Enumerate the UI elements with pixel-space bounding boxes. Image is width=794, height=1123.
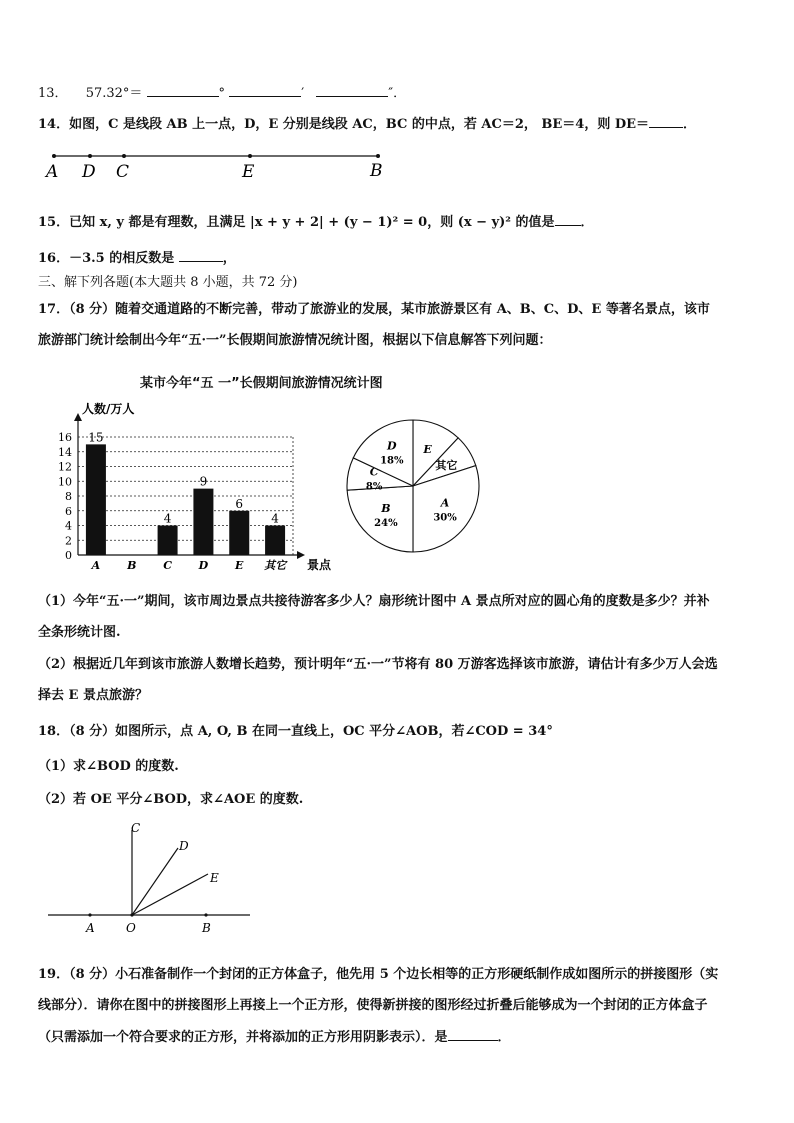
label-b: B: [202, 921, 211, 935]
x-tick-label: B: [127, 559, 137, 572]
point-b-dot: [376, 154, 380, 158]
point-a-dot: [52, 154, 56, 158]
question-15-end: ．: [580, 215, 594, 230]
question-15: [38, 213, 594, 232]
x-tick-label: 其它: [264, 559, 287, 572]
pie-chart: [340, 390, 480, 560]
pie-slice-label: B: [381, 501, 391, 515]
pie-slice-label: 其它: [435, 458, 458, 472]
question-19-end: ．: [497, 1030, 511, 1045]
y-tick-label: 6: [65, 504, 72, 518]
pie-slice-percent: 30%: [433, 512, 457, 524]
answer-blank-19[interactable]: [448, 1028, 498, 1041]
ray-oe: [132, 874, 208, 915]
answer-blank-minutes[interactable]: [229, 84, 301, 97]
question-17-sub2-line-2: 择去 E 景点旅游？: [38, 688, 148, 703]
y-tick-label: 10: [58, 475, 72, 489]
label-a: A: [86, 921, 95, 935]
y-tick-label: 4: [65, 519, 72, 533]
question-17-line-2: 旅游部门统计绘制出今年“五·一”长假期间旅游情况统计图，根据以下信息解答下列问题：: [38, 333, 552, 348]
pie-label-group: [422, 443, 432, 456]
pie-slice-percent: 8%: [365, 481, 383, 493]
chart-title: 某市今年“五 一”长假期间旅游情况统计图: [140, 376, 383, 391]
point-d-dot: [88, 154, 92, 158]
y-tick-label: 12: [58, 460, 72, 474]
section-heading: 三、解下列各题(本大题共 8 小题，共 72 分): [38, 275, 298, 290]
point-e-label: E: [242, 162, 255, 182]
bar-0: [86, 444, 106, 555]
pie-label-group: [435, 458, 457, 472]
answer-blank-degrees[interactable]: [147, 84, 219, 97]
question-18-sub1: （1）求∠BOD 的度数.: [38, 759, 179, 774]
bar-data-label: 15: [88, 430, 104, 445]
point-c-label: C: [116, 162, 130, 182]
answer-blank-seconds[interactable]: [316, 84, 388, 97]
question-18-line-1: 18．（8 分）如图所示，点 A, O, B 在同一直线上，OC 平分∠AOB，若∠COD = 34°: [38, 724, 553, 739]
y-tick-label: 2: [65, 534, 72, 548]
bar-5: [265, 526, 285, 556]
question-15-text: 15．已知 x, y 都是有理数，且满足 |x + y + 2| + (y − 1)² = 0，则 (x − y)² 的值是: [38, 215, 555, 230]
second-symbol: ″．: [388, 86, 407, 101]
y-tick-label: 16: [58, 431, 72, 444]
question-19-line-3: [38, 1028, 511, 1047]
question-19-line-3-text: （只需添加一个符合要求的正方形，并将添加的正方形用阴影表示）．是: [38, 1030, 448, 1045]
x-axis-arrow: [297, 551, 305, 559]
bar-data-label: 4: [163, 511, 172, 526]
label-e: E: [210, 871, 219, 885]
pie-slice-percent: 24%: [374, 517, 398, 529]
bar-data-label: 6: [235, 496, 244, 511]
point-b-mark: [204, 913, 207, 916]
question-13-number: 13．: [38, 86, 68, 101]
y-tick-label: 0: [65, 549, 72, 562]
bar-chart: [40, 395, 340, 575]
question-13: [38, 84, 406, 103]
point-o-mark: [130, 913, 133, 916]
label-c: C: [131, 821, 141, 835]
question-17-sub2-line-1: （2）根据近几年到该市旅游人数增长趋势，预计明年“五·一”节将有 80 万游客选择该市旅游，请估计有多少万人会选: [38, 657, 718, 672]
pie-slice-label: C: [369, 465, 379, 479]
bar-data-label: 4: [271, 511, 279, 526]
question-14-text: 14．如图，C 是线段 AB 上一点，D，E 分别是线段 AC，BC 的中点，若 AC＝2， BE＝4，则 DE＝: [38, 117, 650, 132]
x-tick-label: A: [91, 559, 101, 572]
answer-blank-15[interactable]: [555, 213, 581, 226]
angle-diagram: [40, 812, 260, 937]
question-13-text: 57.32°＝: [85, 86, 143, 101]
point-d-label: D: [82, 162, 96, 182]
ray-od: [132, 848, 178, 915]
point-e-dot: [248, 154, 252, 158]
point-a-label: A: [46, 162, 59, 182]
pie-slice-label: A: [440, 496, 450, 510]
bar-data-label: 9: [199, 474, 208, 489]
bar-2: [158, 526, 178, 556]
x-tick-label: C: [163, 559, 172, 572]
question-14: [38, 115, 696, 134]
point-a-mark: [88, 913, 91, 916]
question-19-line-1: 19．（8 分）小石准备制作一个封闭的正方体盒子，他先用 5 个边长相等的正方形硬纸制作成如图所示的拼接图形（实: [38, 967, 719, 982]
y-tick-label: 14: [58, 445, 72, 459]
question-17-sub1-line-1: （1）今年“五·一”期间，该市周边景点共接待游客多少人？扇形统计图中 A 景点所对应的圆心角的度数是多少？并补: [38, 594, 710, 609]
degree-symbol: °: [218, 86, 226, 101]
question-17-sub1-line-2: 全条形统计图.: [38, 625, 121, 640]
point-c-dot: [122, 154, 126, 158]
question-16-end: ，: [222, 251, 236, 266]
label-d: D: [179, 839, 189, 853]
question-14-end: ．: [683, 117, 697, 132]
question-16: [38, 249, 236, 268]
y-tick-label: 8: [65, 490, 72, 503]
point-b-label: B: [370, 161, 383, 181]
pie-slice-percent: 18%: [380, 455, 404, 467]
x-axis-label: 景点: [307, 558, 332, 572]
answer-blank-16[interactable]: [179, 249, 223, 262]
question-19-line-2: 线部分）．请你在图中的拼接图形上再接上一个正方形，使得新拼接的图形经过折叠后能够成为一个封闭的正方体盒子: [38, 998, 708, 1013]
question-16-text: 16．－3.5 的相反数是: [38, 251, 175, 266]
y-axis-arrow: [74, 413, 82, 421]
question-17-line-1: 17．（8 分）随着交通道路的不断完善，带动了旅游业的发展，某市旅游景区有 A、B、C、D、E 等著名景点，该市: [38, 302, 710, 317]
pie-slice-label: D: [387, 439, 397, 453]
minute-symbol: ′: [301, 86, 305, 101]
x-tick-label: E: [235, 559, 244, 572]
x-tick-label: D: [198, 559, 209, 572]
pie-slice-label: E: [423, 443, 432, 457]
bar-3: [193, 489, 213, 555]
label-o: O: [126, 921, 136, 935]
segment-diagram: [40, 145, 400, 187]
question-18-sub2: （2）若 OE 平分∠BOD，求∠AOE 的度数.: [38, 792, 304, 807]
y-axis-label: 人数/万人: [82, 402, 135, 416]
bar-4: [229, 511, 249, 555]
answer-blank-de[interactable]: [649, 115, 683, 128]
